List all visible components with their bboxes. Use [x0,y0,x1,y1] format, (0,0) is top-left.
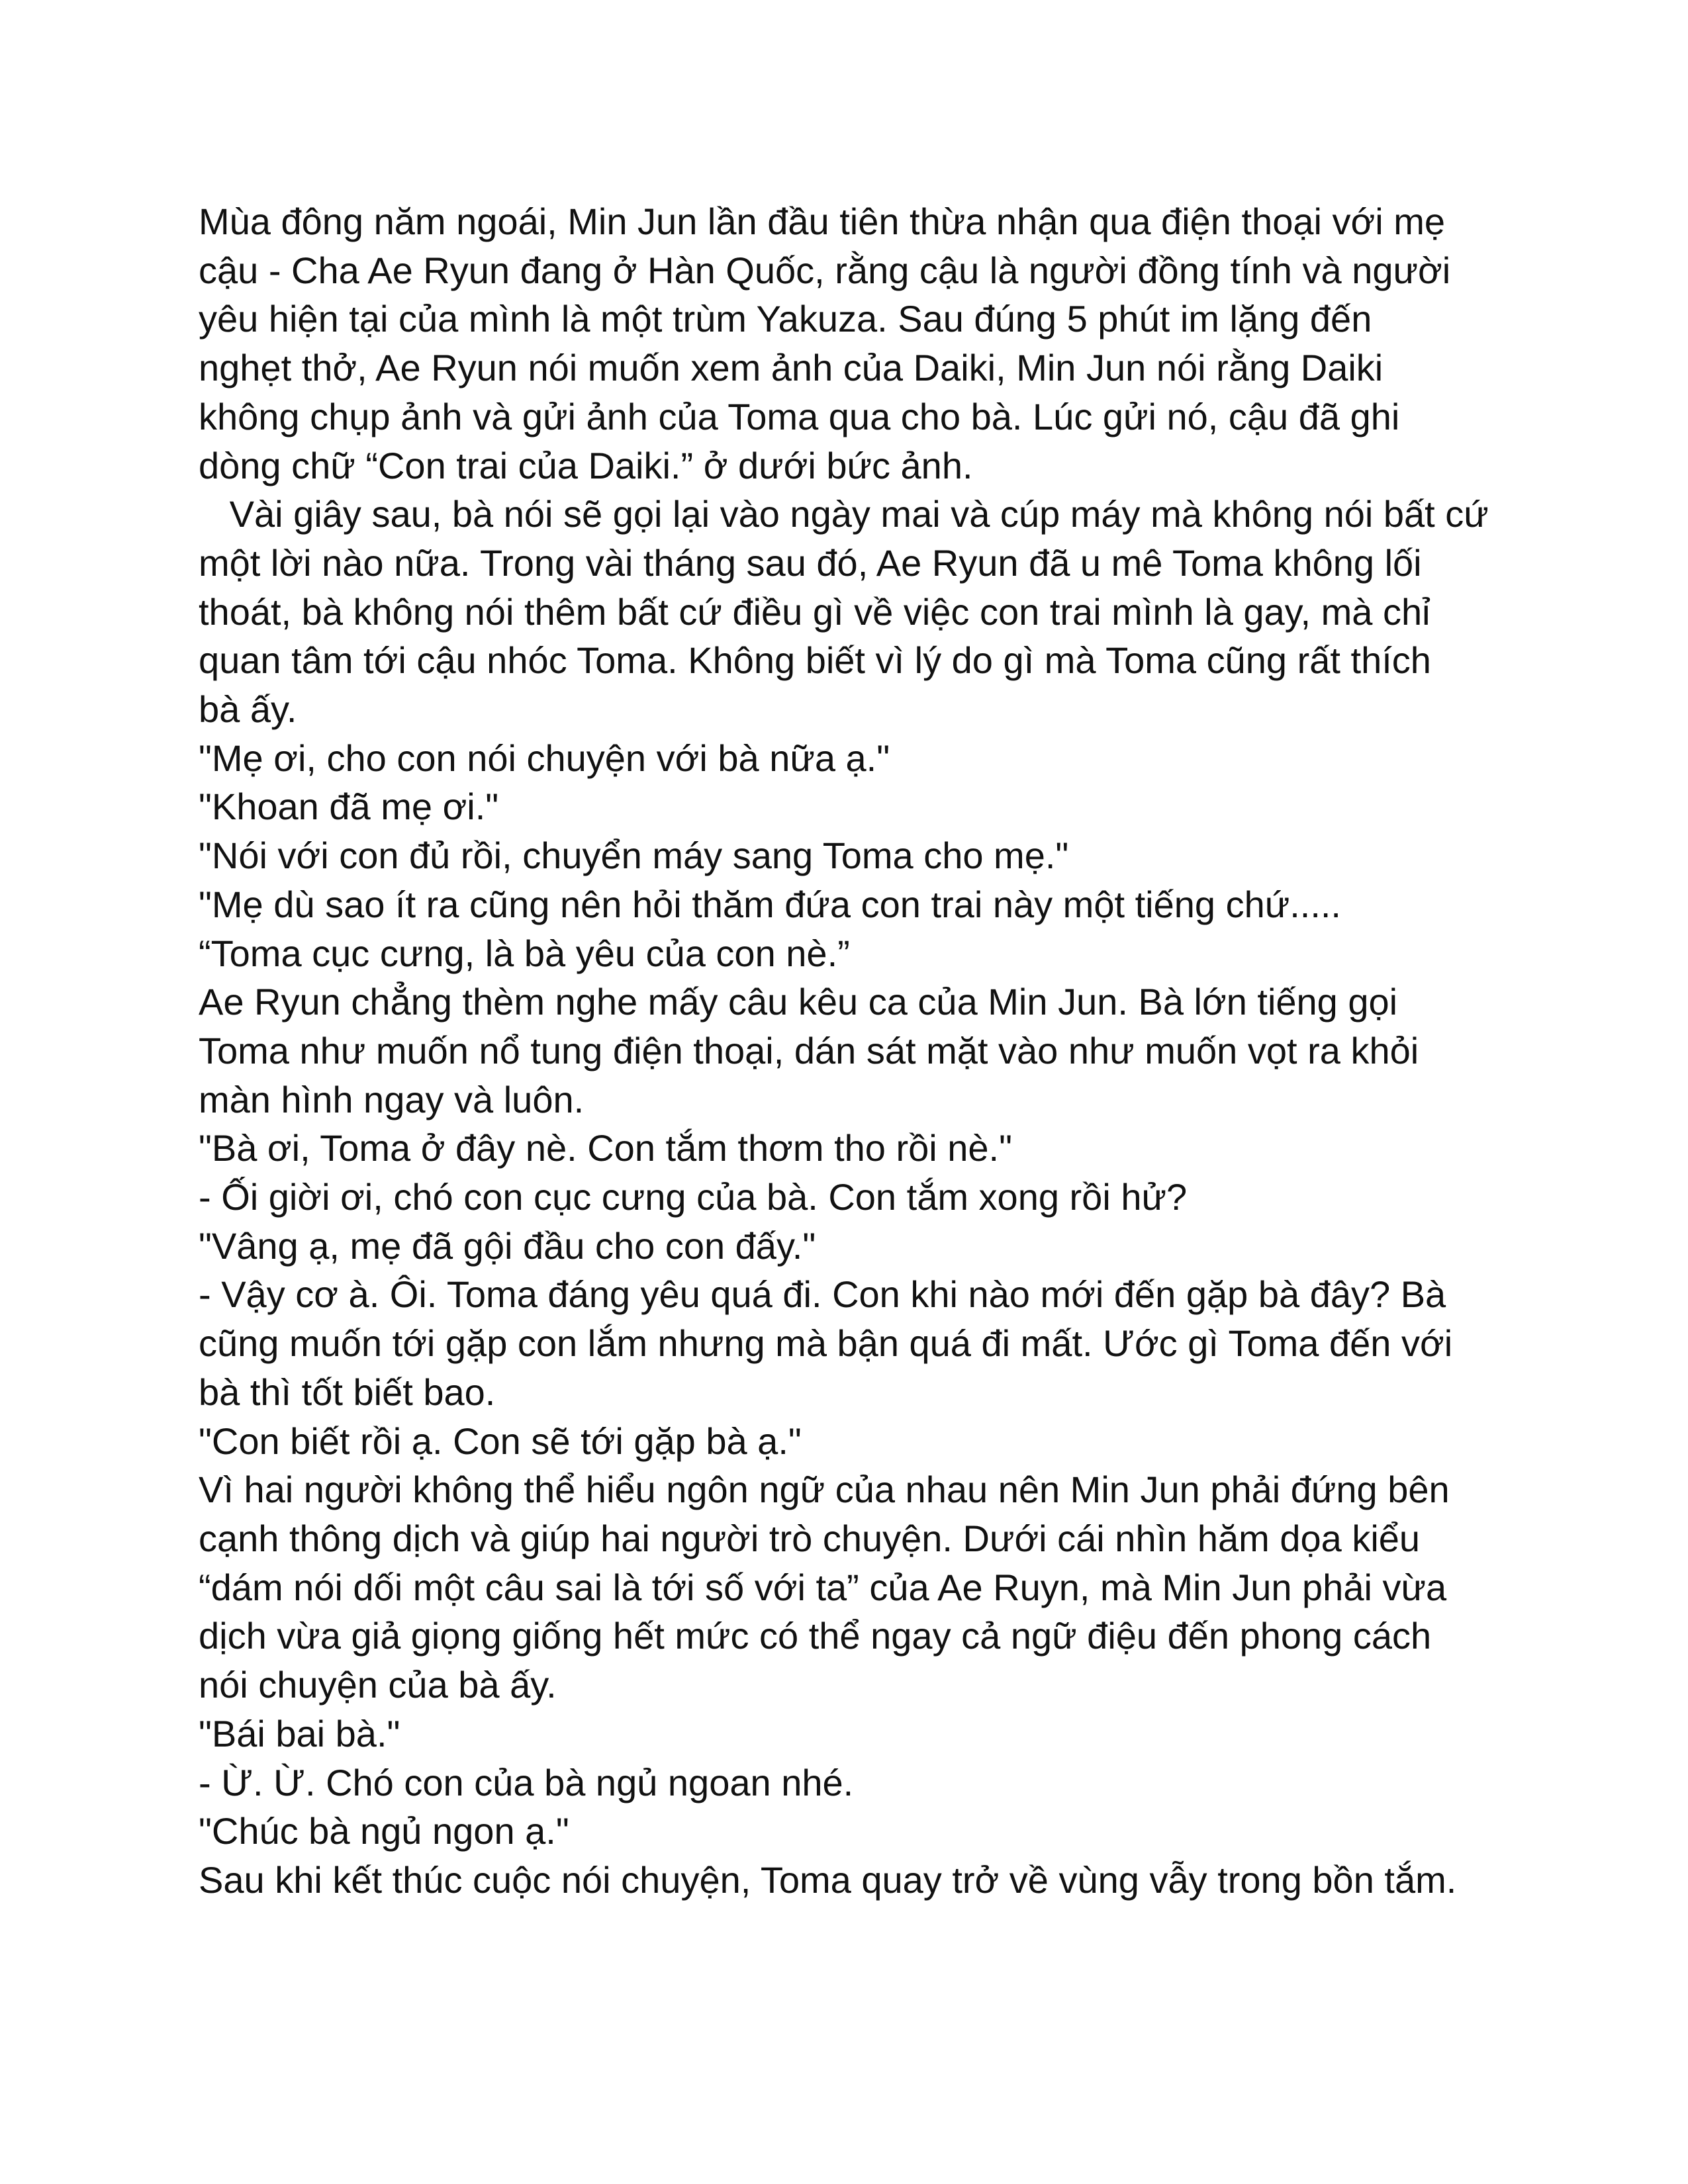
text-line: cũng muốn tới gặp con lắm nhưng mà bận quá đi mất. Ước gì Toma đến với [199,1322,1453,1365]
text-line: - Ối giời ơi, chó con cục cưng của bà. Con tắm xong rồi hử? [199,1176,1188,1218]
text-line: “dám nói dối một câu sai là tới số với ta” của Ae Ruyn, mà Min Jun phải vừa [199,1566,1447,1608]
text-line: bà ấy. [199,688,297,731]
text-line: thoát, bà không nói thêm bất cứ điều gì về việc con trai mình là gay, mà chỉ [199,590,1430,633]
text-line: "Nói với con đủ rồi, chuyển máy sang Toma cho mẹ." [199,835,1069,877]
text-line: màn hình ngay và luôn. [199,1078,585,1120]
text-line: - Vậy cơ à. Ôi. Toma đáng yêu quá đi. Con khi nào mới đến gặp bà đây? Bà [199,1273,1446,1316]
text-line: yêu hiện tại của mình là một trùm Yakuza. Sau đúng 5 phút im lặng đến [199,298,1372,340]
text-line: Toma như muốn nổ tung điện thoại, dán sát mặt vào như muốn vọt ra khỏi [199,1029,1419,1071]
text-line: Vài giây sau, bà nói sẽ gọi lại vào ngày mai và cúp máy mà không nói bất cứ [199,493,1489,535]
text-line: "Con biết rồi ạ. Con sẽ tới gặp bà ạ." [199,1420,802,1462]
text-line: một lời nào nữa. Trong vài tháng sau đó, Ae Ryun đã u mê Toma không lối [199,541,1422,584]
text-line: "Bà ơi, Toma ở đây nè. Con tắm thơm tho rồi nè." [199,1127,1012,1169]
text-line: "Mẹ dù sao ít ra cũng nên hỏi thăm đứa con trai này một tiếng chứ..... [199,883,1341,925]
text-line: không chụp ảnh và gửi ảnh của Toma qua cho bà. Lúc gửi nó, cậu đã ghi [199,395,1400,437]
text-line: - Ừ. Ừ. Chó con của bà ngủ ngoan nhé. [199,1761,854,1803]
text-line: Ae Ryun chẳng thèm nghe mấy câu kêu ca của Min Jun. Bà lớn tiếng gọi [199,981,1398,1023]
text-line: quan tâm tới cậu nhóc Toma. Không biết vì lý do gì mà Toma cũng rất thích [199,639,1431,682]
text-line: dòng chữ “Con trai của Daiki.” ở dưới bức ảnh. [199,444,973,486]
text-line: “Toma cục cưng, là bà yêu của con nè.” [199,932,850,974]
text-line: dịch vừa giả giọng giống hết mức có thể ngay cả ngữ điệu đến phong cách [199,1615,1432,1657]
text-line: nghẹt thở, Ae Ryun nói muốn xem ảnh của Daiki, Min Jun nói rằng Daiki [199,347,1383,389]
text-line: "Chúc bà ngủ ngon ạ." [199,1810,569,1852]
text-line: cậu - Cha Ae Ryun đang ở Hàn Quốc, rằng cậu là người đồng tính và người [199,249,1451,291]
text-line: nói chuyện của bà ấy. [199,1664,557,1706]
text-line: "Vâng ạ, mẹ đã gội đầu cho con đấy." [199,1224,816,1267]
text-line: Vì hai người không thể hiểu ngôn ngữ của nhau nên Min Jun phải đứng bên [199,1469,1450,1511]
text-line: Sau khi kết thúc cuộc nói chuyện, Toma quay trở về vùng vẫy trong bồn tắm. [199,1858,1457,1901]
text-line: Mùa đông năm ngoái, Min Jun lần đầu tiên thừa nhận qua điện thoại với mẹ [199,201,1445,242]
body-text [199,197,1489,1905]
text-line: bà thì tốt biết bao. [199,1371,496,1413]
text-line: cạnh thông dịch và giúp hai người trò chuyện. Dưới cái nhìn hăm dọa kiểu [199,1517,1421,1559]
text-line: "Khoan đã mẹ ơi." [199,786,499,828]
text-line: "Bái bai bà." [199,1712,400,1754]
text-line: "Mẹ ơi, cho con nói chuyện với bà nữa ạ." [199,737,890,779]
